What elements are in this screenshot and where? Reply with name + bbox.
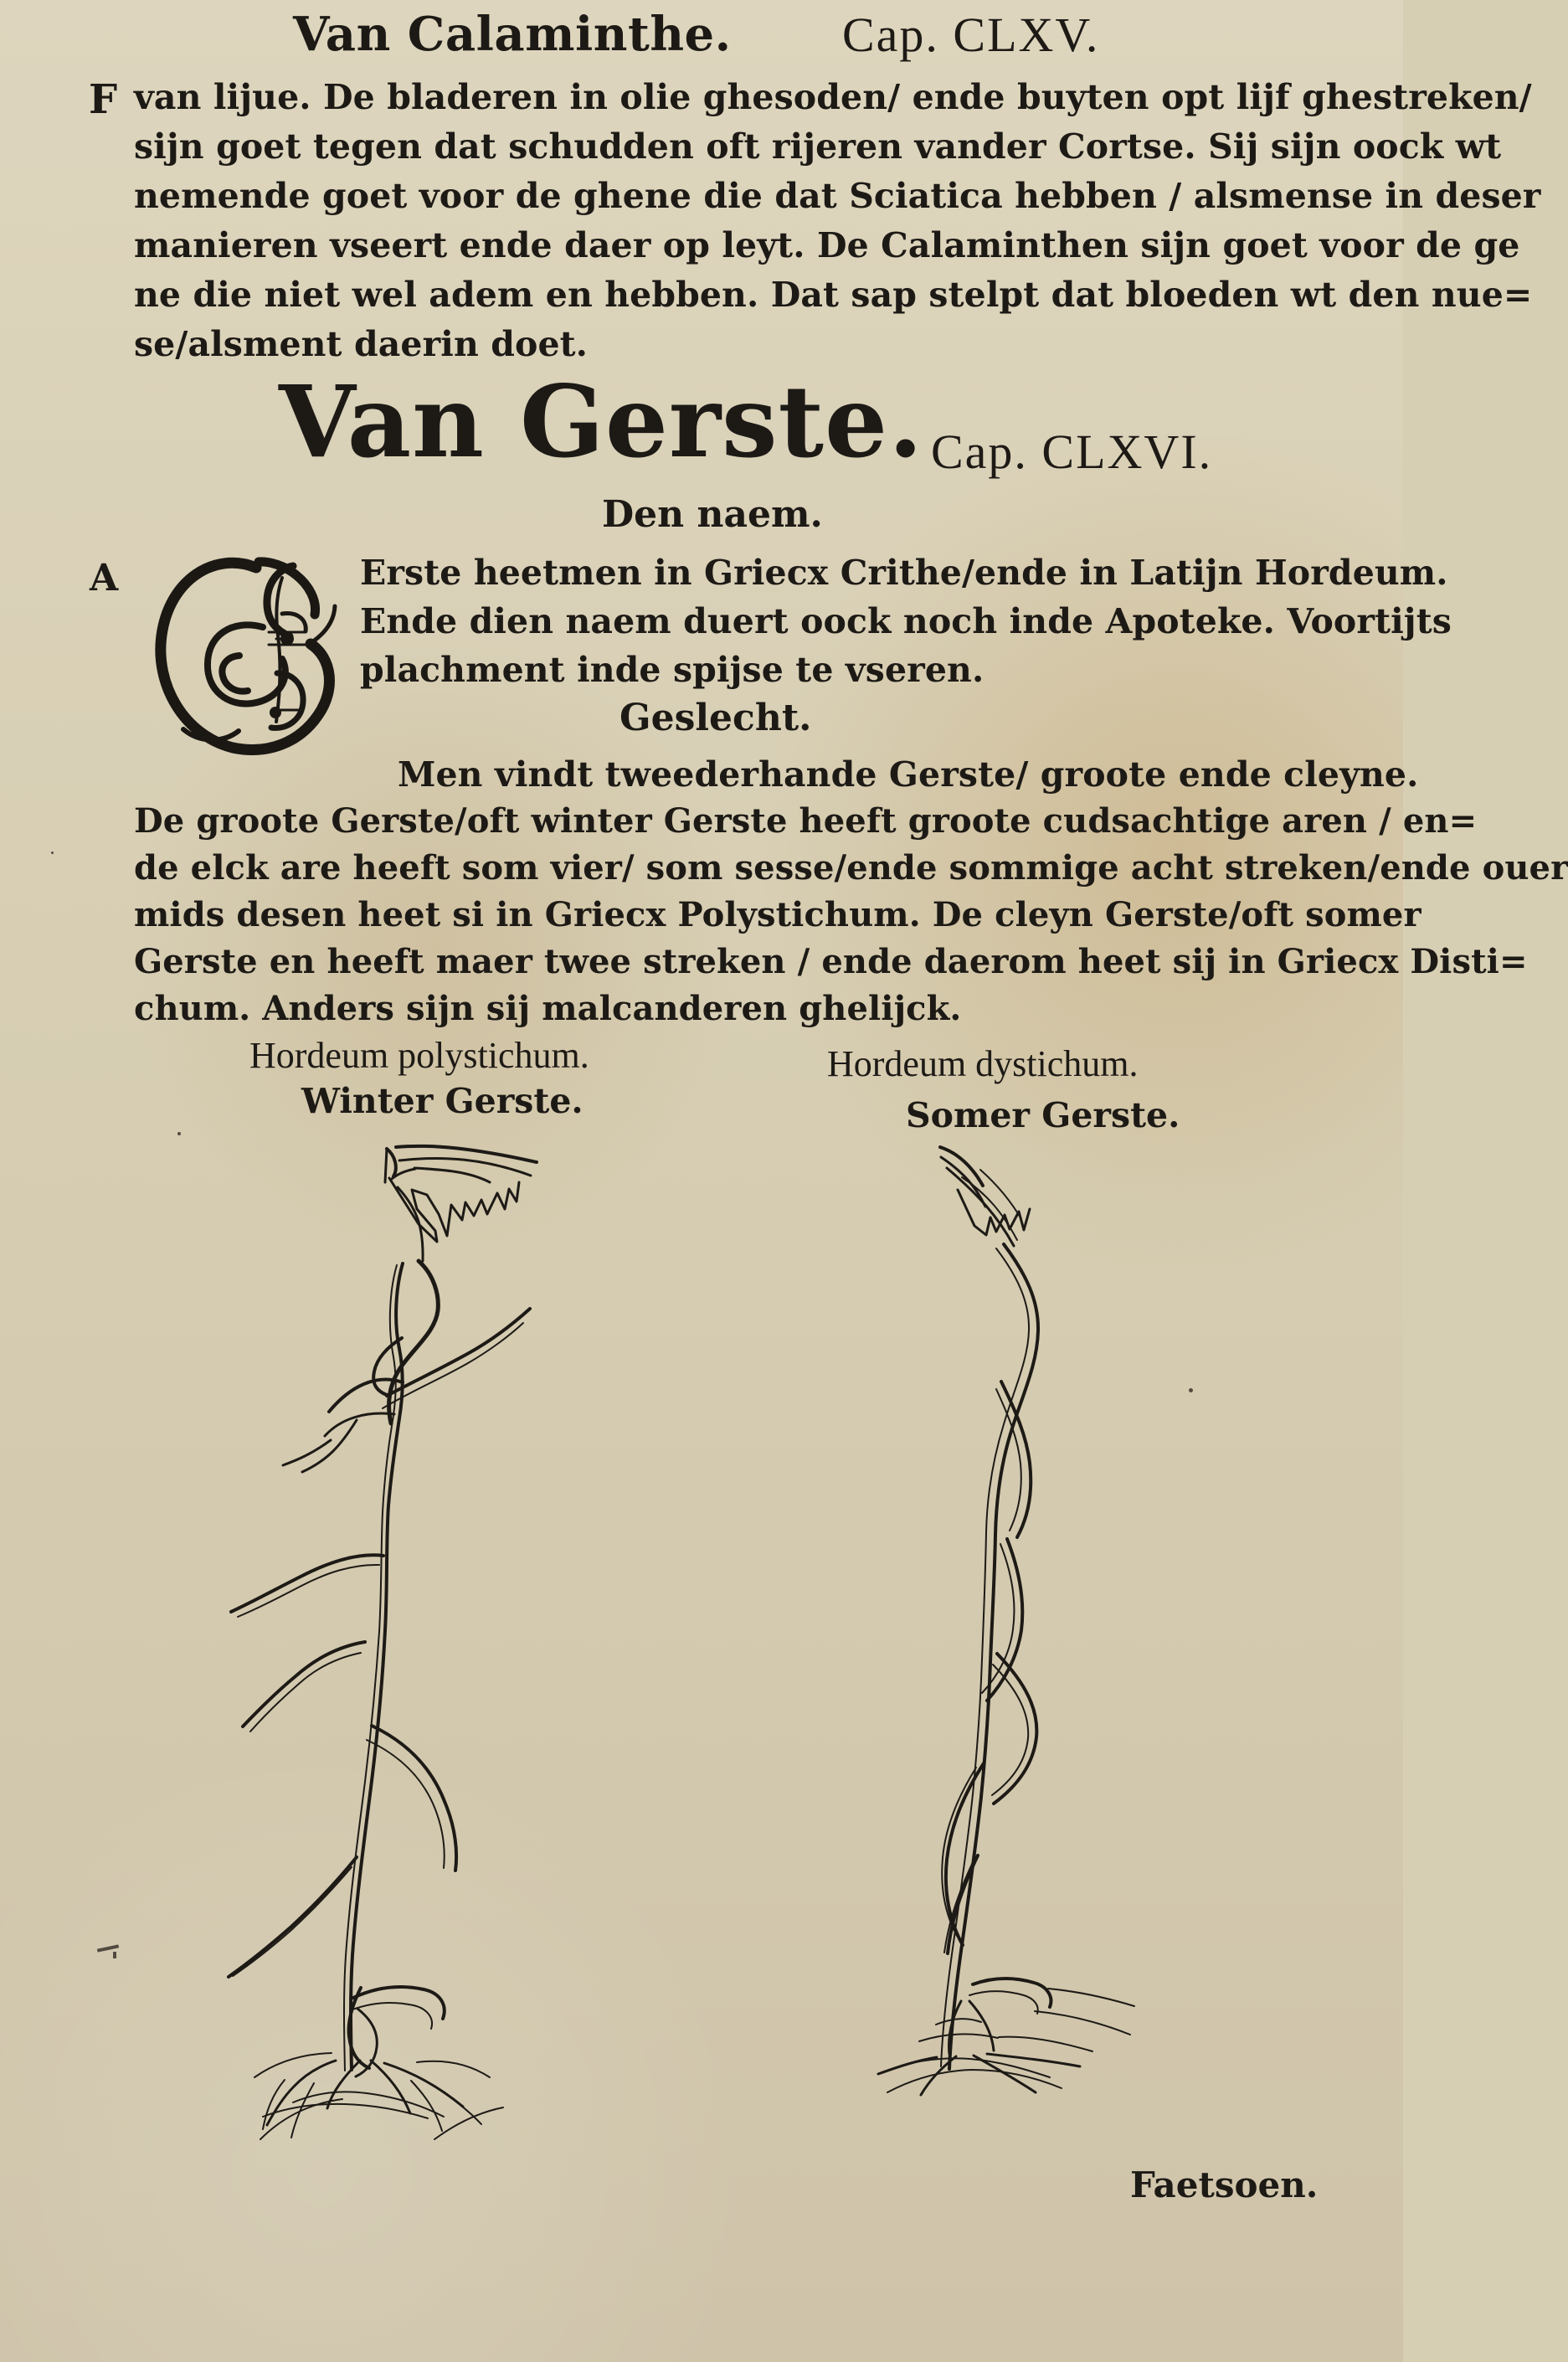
chapter-cap: Cap. CLXVI. (931, 425, 1213, 479)
geslecht-line-1: Men vindt tweederhande Gerste/ groote ende cleyne. (398, 754, 1419, 795)
page-footer-word: Faetsoen. (1130, 2164, 1319, 2205)
geslecht-line-6: chum. Anders sijn sij malcanderen ghelijck. (134, 989, 962, 1028)
page-header-right: Cap. CLXV. (842, 8, 1100, 62)
winter-barley-latin-caption: Hordeum polystichum. (249, 1035, 589, 1076)
section-geslecht-heading: Geslecht. (619, 697, 812, 739)
ink-speck (1189, 1388, 1193, 1392)
top-text-line-3: nemende goet voor de ghene die dat Sciatica hebben / alsmense in deser (134, 176, 1541, 216)
winter-barley-illustration-icon (193, 1139, 661, 2160)
geslecht-line-2: De groote Gerste/oft winter Gerste heeft groote cudsachtige aren / en= (134, 801, 1478, 841)
top-text-line-5: ne die niet wel adem en hebben. Dat sap stelpt dat bloeden wt den nue= (134, 275, 1533, 315)
top-text-line-6: se/alsment daerin doet. (134, 324, 589, 364)
section-name-heading: Den naem. (602, 493, 823, 536)
summer-barley-common-caption: Somer Gerste. (906, 1095, 1180, 1135)
margin-letter-f: F (89, 76, 118, 123)
ink-speck (51, 852, 54, 854)
ink-mark (113, 1952, 116, 1958)
summer-barley-latin-caption: Hordeum dystichum. (827, 1043, 1139, 1084)
ink-speck (177, 1132, 181, 1135)
top-text-line-4: manieren vseert ende daer op leyt. De Calaminthen sijn goet voor de ge (134, 225, 1520, 265)
chapter-title: Van Gerste. (279, 363, 924, 480)
summer-barley-illustration-icon (871, 1147, 1306, 2160)
top-text-line-2: sijn goet tegen dat schudden oft rijeren vander Cortse. Sij sijn oock wt (134, 126, 1502, 167)
ornamental-drop-cap-icon (134, 544, 350, 767)
name-line-1: Erste heetmen in Griecx Crithe/ende in Latijn Hordeum. (360, 553, 1448, 593)
geslecht-line-5: Gerste en heeft maer twee streken / ende daerom heet sij in Griecx Disti= (134, 942, 1528, 981)
margin-letter-a: A (90, 557, 119, 600)
winter-barley-common-caption: Winter Gerste. (301, 1081, 584, 1121)
geslecht-line-4: mids desen heet si in Griecx Polystichum. De cleyn Gerste/oft somer (134, 895, 1421, 934)
name-line-2: Ende dien naem duert oock noch inde Apoteke. Voortijts (360, 601, 1452, 641)
page-header-left: Van Calaminthe. (293, 7, 732, 62)
top-text-line-1: van lijue. De bladeren in olie ghesoden/ ende buyten opt lijf ghestreken/ (134, 77, 1532, 117)
geslecht-line-3: de elck are heeft som vier/ som sesse/ende sommige acht streken/ende ouer (134, 848, 1568, 888)
name-line-3: plachment inde spijse te vseren. (360, 650, 984, 690)
